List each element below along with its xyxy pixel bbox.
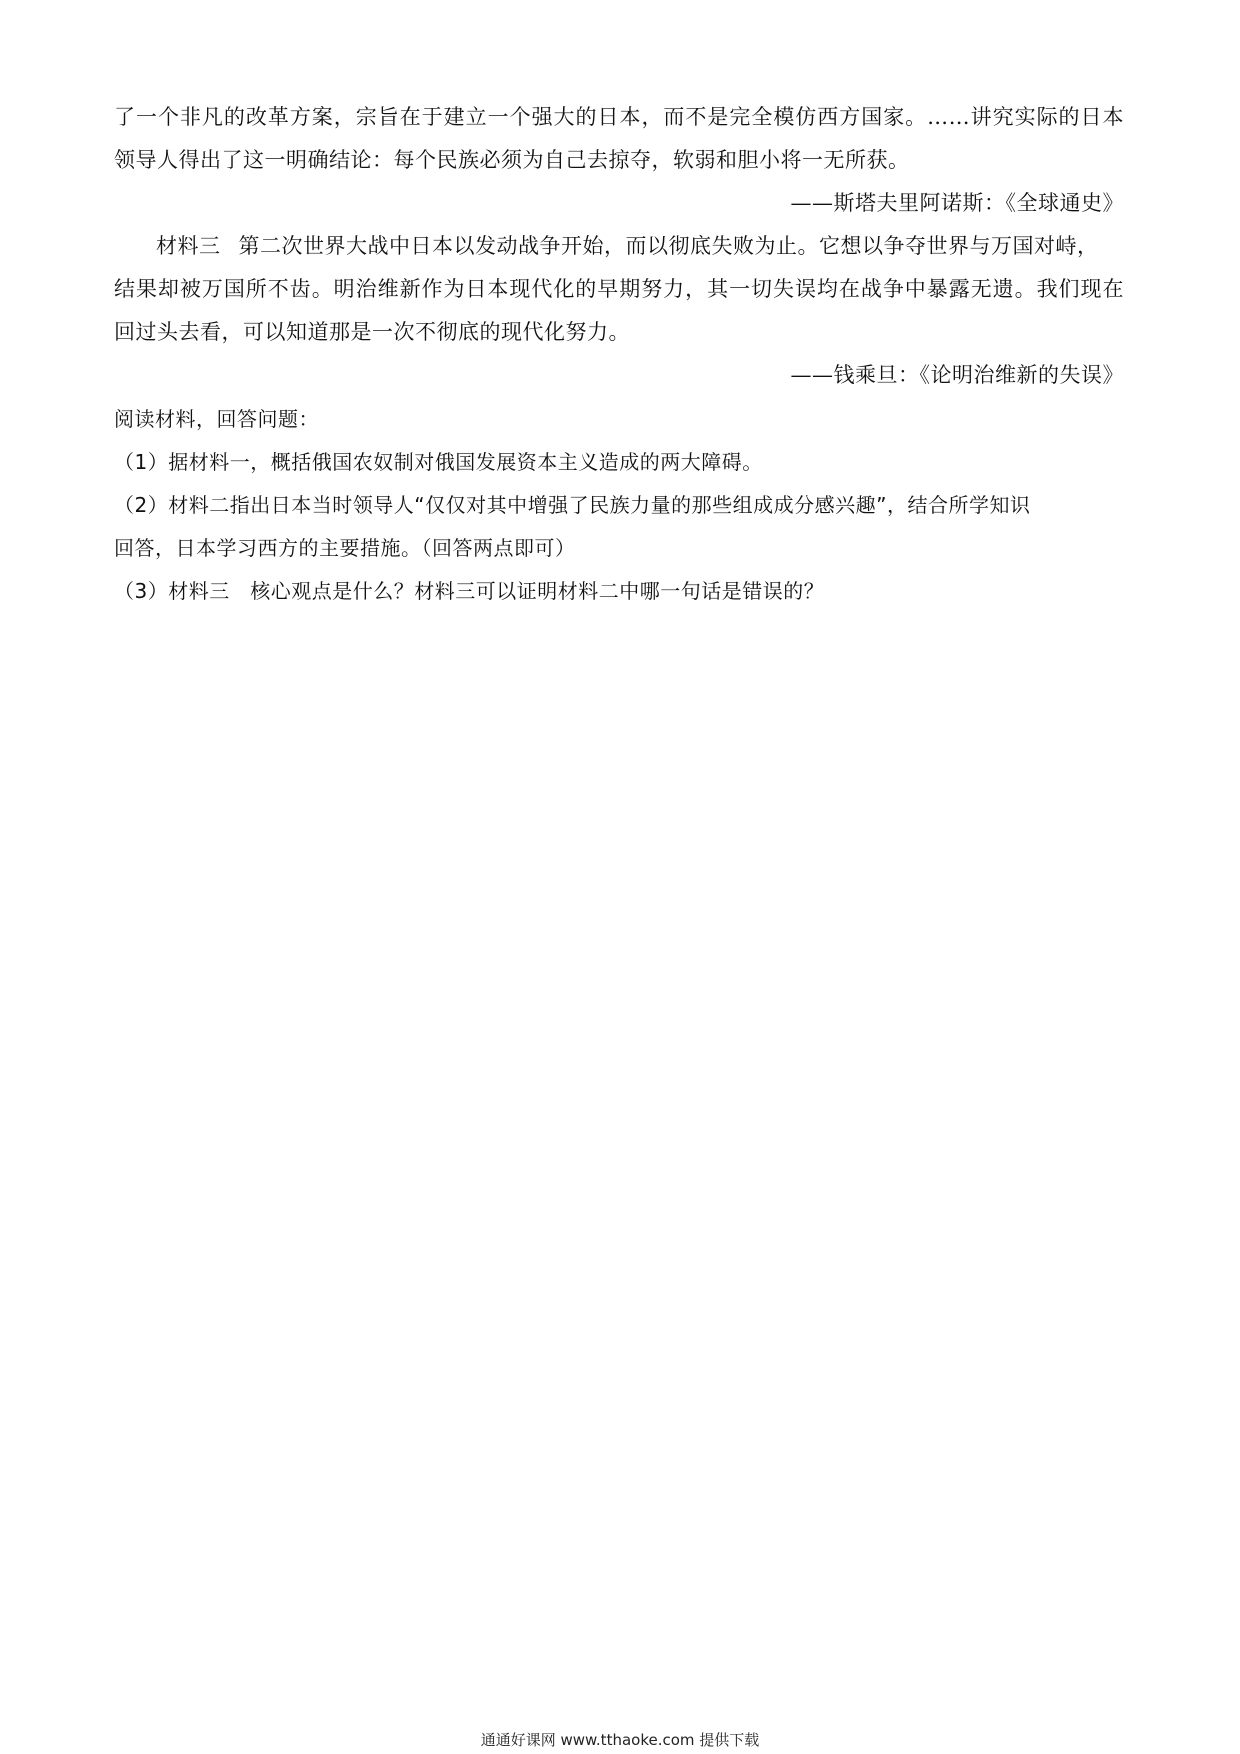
question-2-line-1: （2）材料二指出日本当时领导人“仅仅对其中增强了民族力量的那些组成成分感兴趣”，结合所学知识: [114, 493, 1031, 517]
material-three: [114, 225, 1124, 397]
material-three-line-1: [114, 225, 1124, 268]
material-three-line-2: 结果却被万国所不齿。明治维新作为日本现代化的早期努力，其一切失误均在战争中暴露无遗。我们现在: [114, 277, 1124, 301]
material-two-line-2: 领导人得出了这一明确结论：每个民族必须为自己去掠夺，软弱和胆小将一无所获。: [114, 148, 910, 172]
questions-intro: 阅读材料，回答问题：: [114, 407, 319, 431]
question-3: （3）材料三 核心观点是什么？材料三可以证明材料二中哪一句话是错误的？: [114, 579, 825, 603]
material-two-continuation: [114, 96, 1124, 225]
material-two-line-1: 了一个非凡的改革方案，宗旨在于建立一个强大的日本，而不是完全模仿西方国家。……讲究实际的日本: [114, 105, 1124, 129]
material-three-line-1-text: 第二次世界大战中日本以发动战争开始，而以彻底失败为止。它想以争夺世界与万国对峙，: [238, 234, 1099, 258]
question-2-line-2: 回答，日本学习西方的主要措施。（回答两点即可）: [114, 536, 576, 560]
material-three-label: 材料三: [156, 234, 221, 258]
material-three-line-3: 回过头去看，可以知道那是一次不彻底的现代化努力。: [114, 320, 630, 344]
question-1: （1）据材料一，概括俄国农奴制对俄国发展资本主义造成的两大障碍。: [114, 450, 763, 474]
material-two-source: ——斯塔夫里阿诺斯：《全球通史》: [790, 191, 1124, 215]
material-three-source: ——钱乘旦：《论明治维新的失误》: [790, 363, 1124, 387]
page-footer: 通通好课网 www.tthaoke.com 提供下载: [480, 1731, 760, 1749]
questions-section: [114, 398, 1124, 613]
